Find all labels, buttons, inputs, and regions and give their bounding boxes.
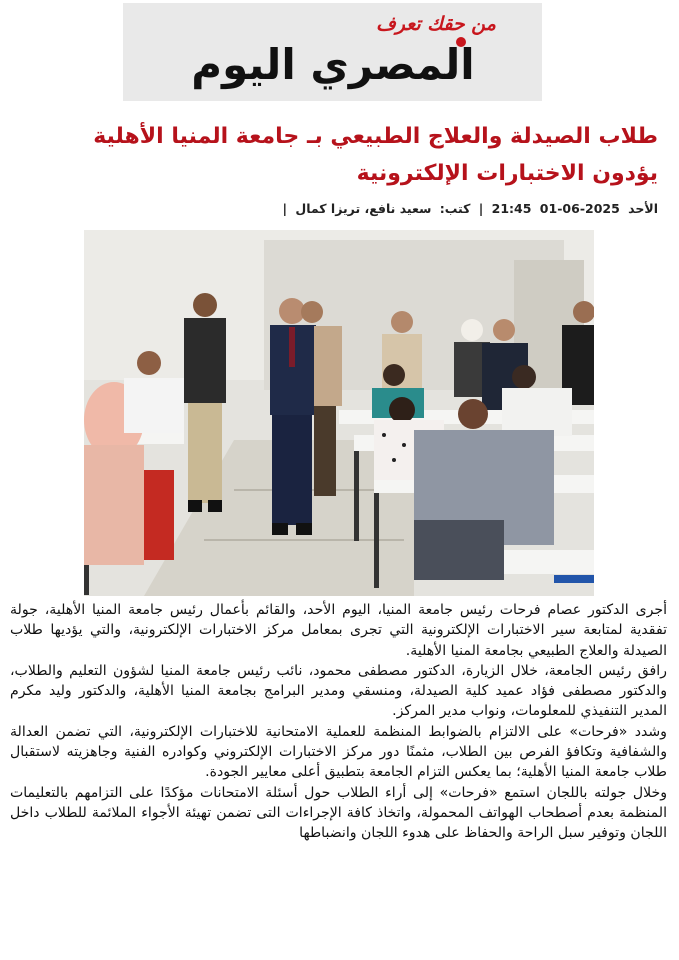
paragraph: أجرى الدكتور عصام فرحات رئيس جامعة المنيا، اليوم الأحد، والقائم بأعمال رئيس جامعة المنيا الأهلية، جولة تفقدية لمتابعة سير الاختبارات الإلكترونية التي تجرى بمعامل مركز الاختبارات الإلكترونية، والتي يؤديها طلاب الصيدلة والعلاج الطبيعي بجامعة المنيا الأهلية.	[10, 602, 667, 659]
byline-authors: سعيد نافع، تريزا كمال	[295, 201, 432, 216]
article-body	[10, 600, 667, 844]
photo-illustration	[84, 230, 594, 596]
meta-time: 21:45	[491, 201, 532, 216]
article-photo	[84, 230, 594, 596]
article-meta	[250, 201, 658, 216]
meta-date: 2025-06-01	[539, 201, 620, 216]
paragraph: وشدد «فرحات» على الالتزام بالضوابط المنظمة للعملية الامتحانية للاختبارات الإلكترونية، التي تضمن العدالة والشفافية وتكافؤ الفرص بين الطلاب، مثمنًا دور مركز الاختبارات الإلكتروني وكوادره الفنية وجاهزيته لاستقبال طلاب جامعة المنيا الأهلية؛ بما يعكس التزام الجامعة بتطبيق أعلى معايير الجودة.	[10, 723, 667, 781]
meta-separator: |	[478, 201, 484, 216]
byline-label: كتب:	[439, 201, 471, 216]
meta-end-separator: |	[282, 201, 288, 216]
article-headline: طلاب الصيدلة والعلاج الطبيعي بـ جامعة المنيا الأهلية يؤدون الاختبارات الإلكترونية	[93, 124, 658, 186]
paragraph: وخلال جولته باللجان استمع «فرحات» إلى أراء الطلاب حول أسئلة الامتحانات مؤكدًا على التزامهم بالتعليمات المنظمة بعدم أصطحاب الهواتف المحمولة، واتخاذ كافة الإجراءات التى تضمن تهيئة الأجواء الملائمة للطلاب داخل اللجان وتوفير سبل الراحة والحفاظ على هدوء اللجان وانضباطها	[10, 784, 667, 842]
paragraph: رافق رئيس الجامعة، خلال الزيارة، الدكتور مصطفى محمود، نائب رئيس جامعة المنيا لشؤون التعليم والطلاب، والدكتور مصطفى فؤاد عميد كلية الصيدلة، ومنسقي ومدير البرامج بجامعة المنيا الأهلية، والدكتور وليد مكرم المدير التنفيذي للمعلومات، ونواب مدير المركز.	[10, 662, 667, 720]
masthead-name: المصري اليوم	[191, 40, 475, 89]
meta-day: الأحد	[628, 201, 658, 216]
masthead-tagline: من حقك تعرف	[376, 13, 496, 35]
masthead-logo	[123, 3, 542, 101]
